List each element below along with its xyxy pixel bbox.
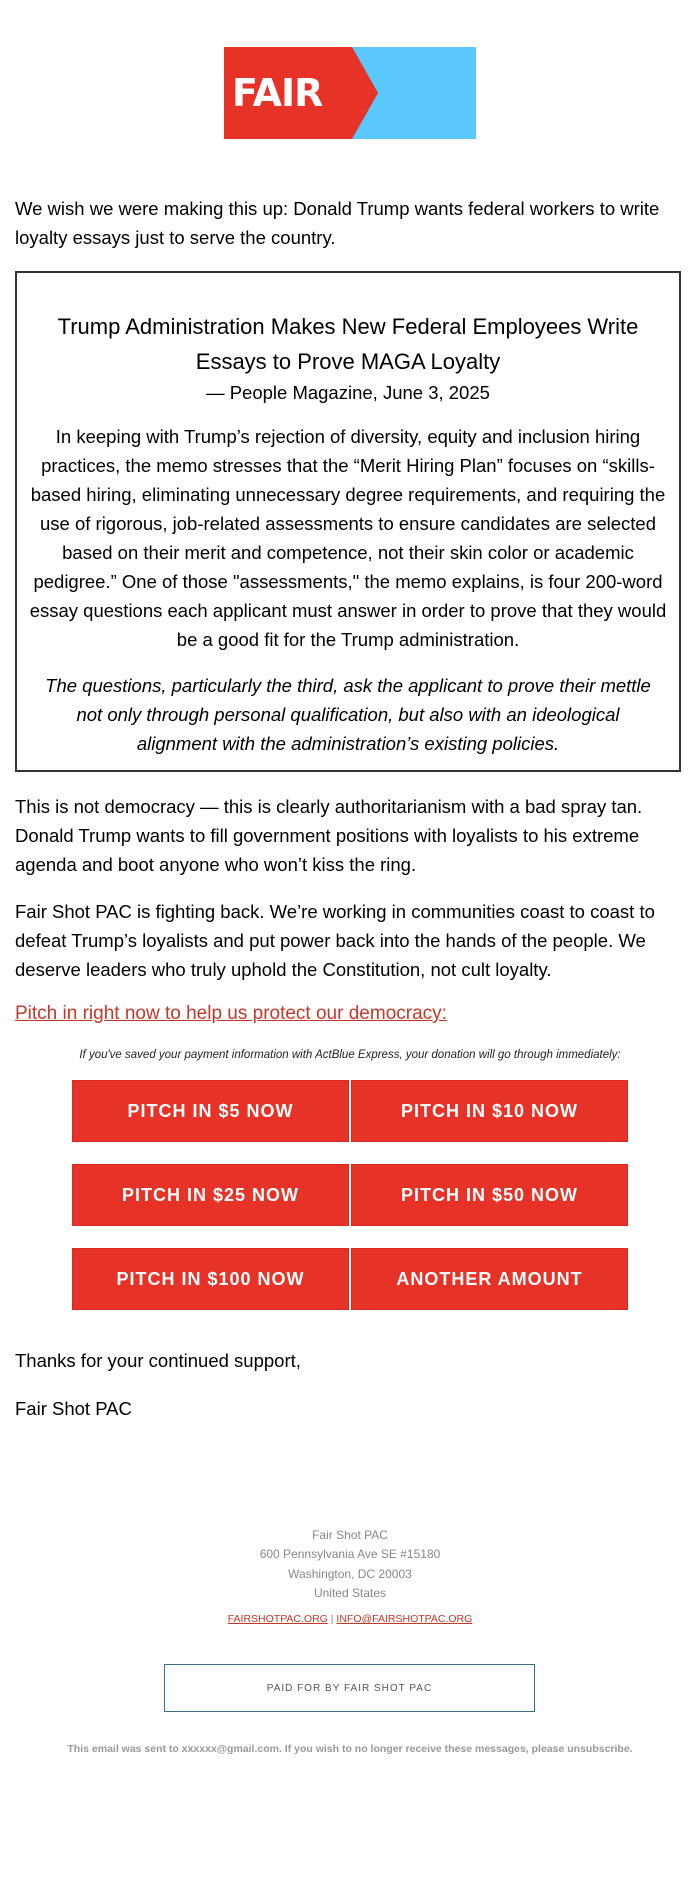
donate-100-button[interactable]: PITCH IN $100 NOW <box>72 1248 349 1310</box>
donate-50-button[interactable]: PITCH IN $50 NOW <box>351 1164 628 1226</box>
logo-red-block <box>224 47 352 139</box>
paragraph-fighting-back: Fair Shot PAC is fighting back. We’re working in communities coast to coast to defeat Trump’s loyalists and put power back into the hands of the people. We deserve leaders who truly uphold the Constitution, not cult loyalty. <box>15 901 655 980</box>
logo-arrow-shape <box>352 47 378 139</box>
donate-other-amount-button[interactable]: ANOTHER AMOUNT <box>351 1248 628 1310</box>
donate-5-button[interactable]: PITCH IN $5 NOW <box>72 1080 349 1142</box>
footer-address-line1: 600 Pennsylvania Ave SE #15180 <box>259 1547 441 1561</box>
quote-headline: Trump Administration Makes New Federal Employees Write Essays to Prove MAGA Loyalty <box>57 314 639 374</box>
paid-for-disclaimer: PAID FOR BY FAIR SHOT PAC <box>164 1664 535 1712</box>
quote-italic-excerpt: The questions, particularly the third, ask the applicant to prove their mettle not only through personal qualification, but also with an ideological alignment with the administration’s existing policies. <box>45 675 651 754</box>
footer-country: United States <box>313 1586 387 1600</box>
donate-10-button[interactable]: PITCH IN $10 NOW <box>351 1080 628 1142</box>
logo-word-fair: FAIR <box>232 71 323 115</box>
pitch-in-link[interactable]: Pitch in right now to help us protect our democracy: <box>15 1003 447 1024</box>
quote-box <box>15 271 681 772</box>
intro-paragraph: We wish we were making this up: Donald Trump wants federal workers to write loyalty essays just to serve the country. <box>15 198 660 248</box>
fair-shot-logo[interactable] <box>224 47 596 139</box>
footer-link-separator: | <box>330 1613 334 1625</box>
quote-body: In keeping with Trump’s rejection of diversity, equity and inclusion hiring practices, the memo stresses that the “Merit Hiring Plan” focuses on “skills-based hiring, eliminating unnecessary degree requirements, and requiring the use of rigorous, job-related assessments to ensure candidates are selected based on their merit and competence, not their skin color or academic pedigree.” One of those "assessments," the memo explains, is four 200-word essay questions each applicant must answer in order to prove that they would be a good fit for the Trump administration. <box>29 426 667 650</box>
closing-signature: Fair Shot PAC <box>15 1398 132 1419</box>
actblue-express-note: If you've saved your payment information with ActBlue Express, your donation will go through immediately: <box>79 1049 621 1061</box>
paragraph-authoritarianism: This is not democracy — this is clearly authoritarianism with a bad spray tan. Donald Trump wants to fill government positions with loyalists to his extreme agenda and boot anyone who won’t kiss the ring. <box>15 796 643 875</box>
footer-address-line2: Washington, DC 20003 <box>288 1567 412 1581</box>
footer-email-link[interactable]: INFO@FAIRSHOTPAC.ORG <box>336 1613 473 1625</box>
logo-word-shot: SHOT <box>482 71 596 115</box>
closing-thanks: Thanks for your continued support, <box>15 1350 301 1371</box>
footer-org-name: Fair Shot PAC <box>312 1528 388 1542</box>
footer-links <box>0 1612 700 1626</box>
donate-25-button[interactable]: PITCH IN $25 NOW <box>72 1164 349 1226</box>
unsubscribe-notice[interactable]: This email was sent to xxxxxx@gmail.com. If you wish to no longer receive these messages, please unsubscribe. <box>67 1743 633 1755</box>
quote-source: — People Magazine, June 3, 2025 <box>206 382 490 403</box>
footer-site-link[interactable]: FAIRSHOTPAC.ORG <box>227 1613 328 1625</box>
